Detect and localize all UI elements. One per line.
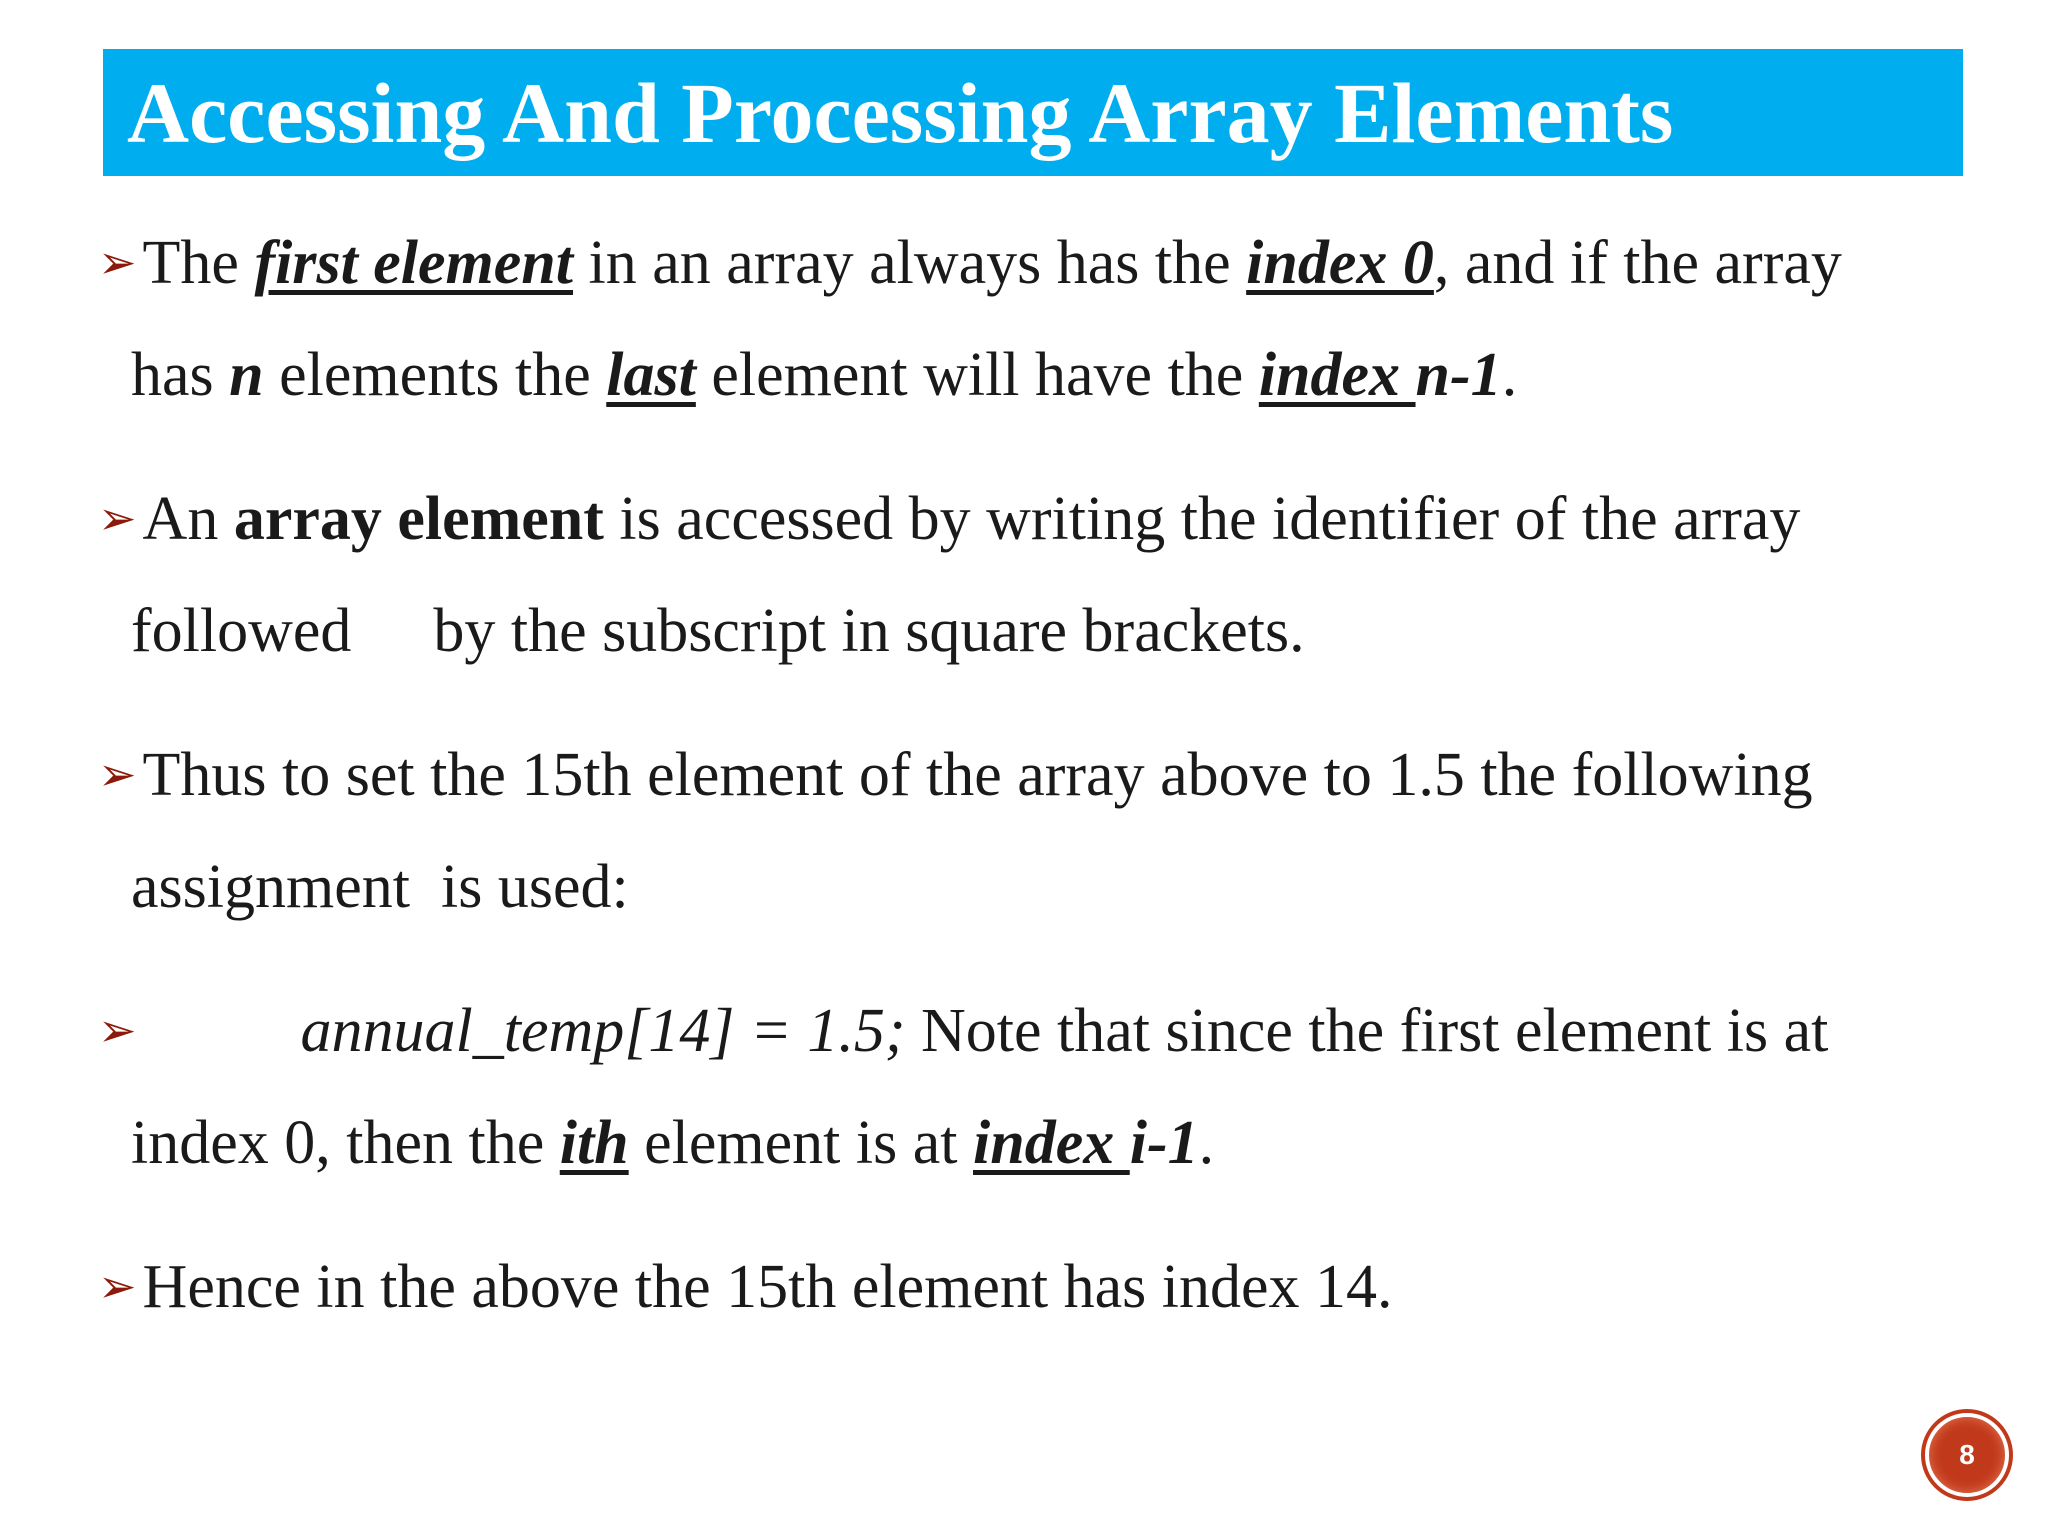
emphasis-index-0: index 0 [1246, 229, 1434, 297]
emphasis-index-i: index [973, 1109, 1130, 1177]
bullet-3-line-1: ➢Thus to set the 15th element of the array above to 1.5 the following [98, 741, 1813, 809]
page-number: 8 [1959, 1439, 1975, 1470]
bullet-arrow-icon: ➢ [98, 493, 137, 544]
bullet-arrow-icon: ➢ [98, 1005, 137, 1056]
slide-title: Accessing And Processing Array Elements [127, 64, 1674, 161]
emphasis-n-1: n-1 [1415, 341, 1502, 409]
emphasis-index: index [1258, 341, 1416, 409]
bullet-2-line-1: ➢An array element is accessed by writing the identifier of the array [98, 485, 1801, 553]
emphasis-n: n [229, 341, 264, 409]
bullet-2-line-2: followed by the subscript in square brackets. [131, 597, 1305, 665]
emphasis-last: last [606, 341, 696, 409]
page-number-badge [1925, 1413, 2009, 1497]
bullet-3-line-2: assignment is used: [131, 853, 629, 921]
bullet-arrow-icon: ➢ [98, 237, 137, 288]
bullet-4-line-1: ➢ annual_temp[14] = 1.5; Note that since the first element is at [98, 997, 1829, 1065]
bullet-arrow-icon: ➢ [98, 1261, 137, 1312]
emphasis-array-element: array element [233, 485, 604, 553]
bullet-5-line-1: ➢Hence in the above the 15th element has index 14. [98, 1253, 1393, 1321]
bullet-4-line-2: index 0, then the ith element is at index i-1. [131, 1109, 1215, 1177]
bullet-arrow-icon: ➢ [98, 749, 137, 800]
emphasis-ith: ith [559, 1109, 629, 1177]
bullet-1-line-2: has n elements the last element will have the index n-1. [131, 341, 1518, 409]
emphasis-i-1: i-1 [1129, 1109, 1199, 1177]
emphasis-first-element: first element [254, 229, 574, 297]
bullet-1-line-1: ➢The first element in an array always has the index 0, and if the array [98, 229, 1842, 297]
code-assignment: annual_temp[14] = 1.5; [300, 997, 906, 1065]
title-bar [103, 49, 1963, 176]
